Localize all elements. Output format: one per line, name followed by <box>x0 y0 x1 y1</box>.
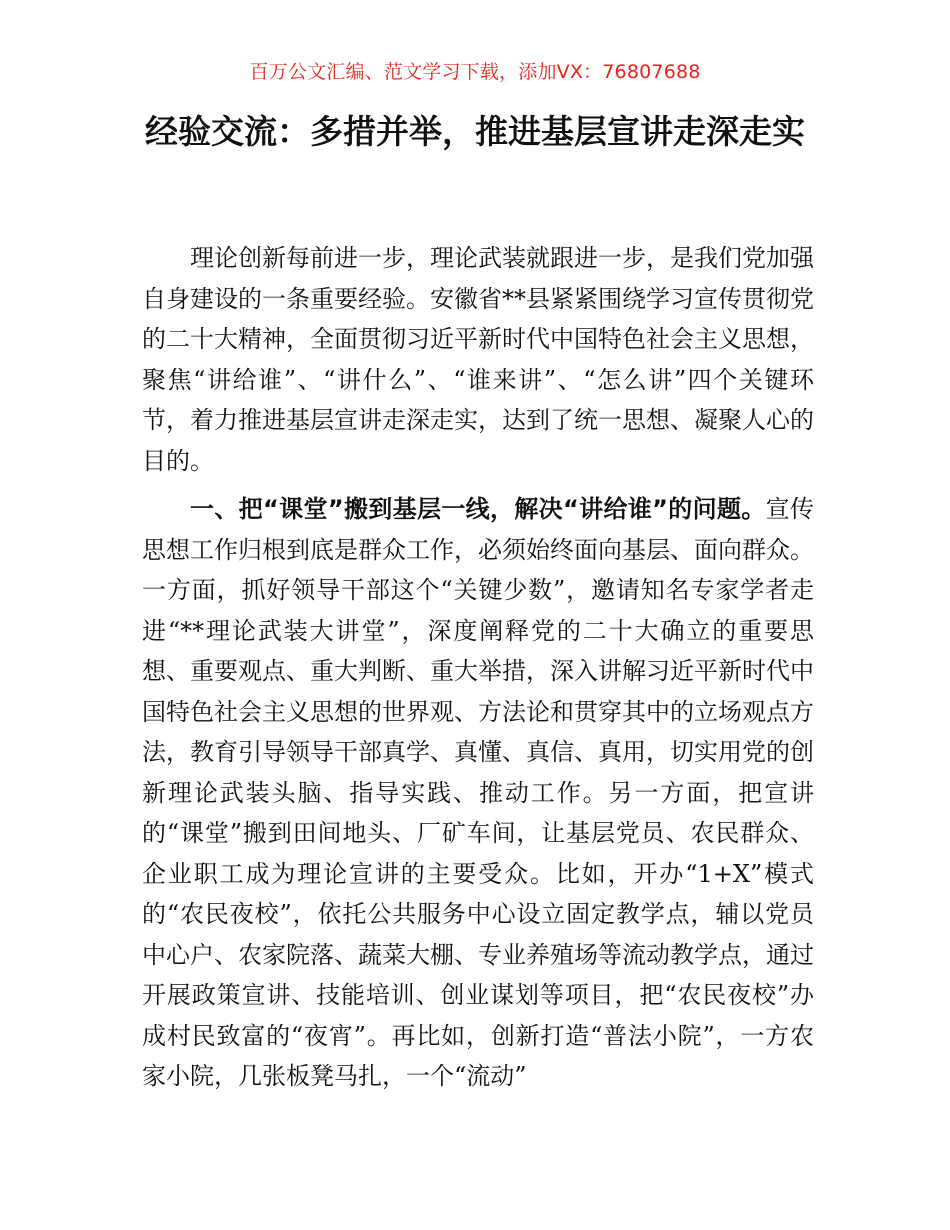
promo-banner: 百万公文汇编、范文学习下载，添加VX：76807688 <box>249 61 701 83</box>
document-title: 经验交流：多措并举，推进基层宣讲走深走实 <box>145 112 805 151</box>
intro-paragraph: 理论创新每前进一步，理论武装就跟进一步，是我们党加强自身建设的一条重要经验。安徽省**县紧紧围绕学习宣传贯彻党的二十大精神，全面贯彻习近平新时代中国特色社会主义思想，聚焦“讲给谁”、“讲什么”、“谁来讲”、“怎么讲”四个关键环节，着力推进基层宣讲走深走实，达到了统一思想、凝聚人心的目的。 <box>142 244 814 475</box>
section-1-paragraph <box>142 489 814 1097</box>
document-body <box>142 238 814 1097</box>
section-1-heading: 一、把“课堂”搬到基层一线，解决“讲给谁”的问题。 <box>190 495 766 523</box>
section-1-body: 宣传思想工作归根到底是群众工作，必须始终面向基层、面向群众。一方面，抓好领导干部这个“关键少数”，邀请知名专家学者走进“**理论武装大讲堂”，深度阐释党的二十大确立的重要思想、重要观点、重大判断、重大举措，深入讲解习近平新时代中国特色社会主义思想的世界观、方法论和贯穿其中的立场观点方法，教育引导领导干部真学、真懂、真信、真用，切实用党的创新理论武装头脑、指导实践、推动工作。另一方面，把宣讲的“课堂”搬到田间地头、厂矿车间，让基层党员、农民群众、企业职工成为理论宣讲的主要受众。比如，开办“1+X”模式的“农民夜校”，依托公共服务中心设立固定教学点，辅以党员中心户、农家院落、蔬菜大棚、专业养殖场等流动教学点，通过开展政策宣讲、技能培训、创业谋划等项目，把“农民夜校”办成村民致富的“夜宵”。再比如，创新打造“普法小院”，一方农家小院，几张板凳马扎，一个“流动” <box>142 495 814 1090</box>
